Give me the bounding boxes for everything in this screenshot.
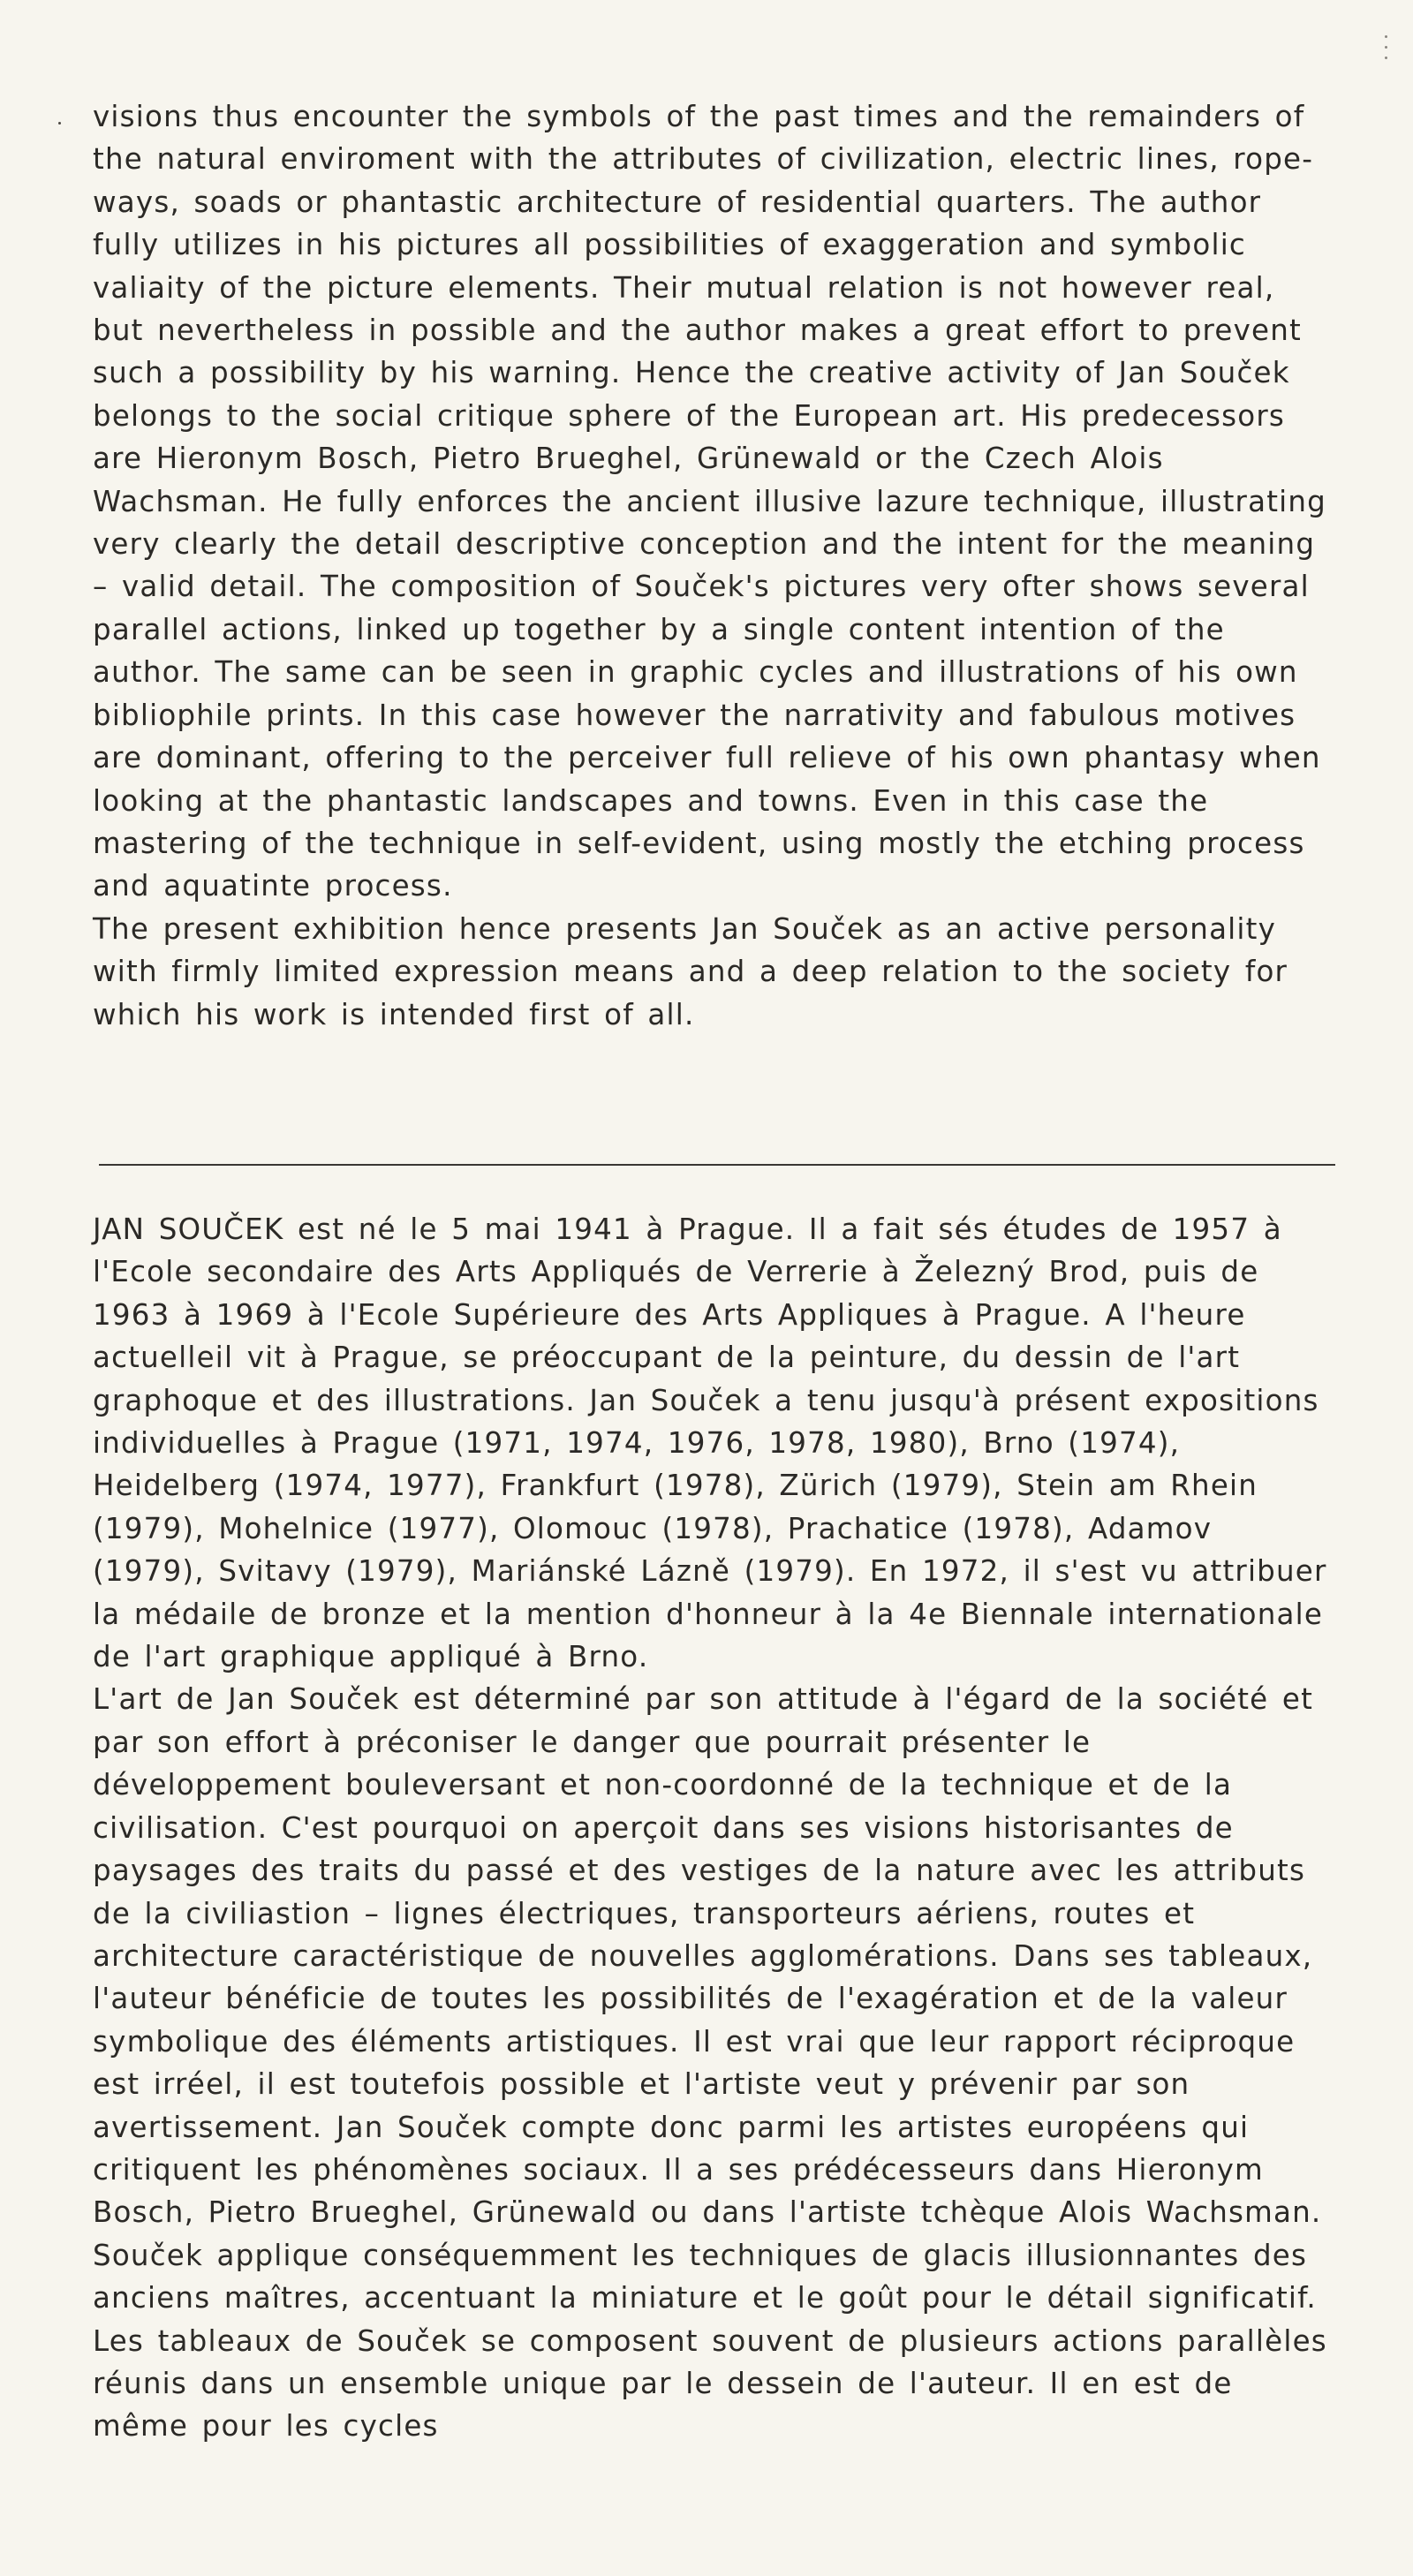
edge-dot [1385,57,1387,59]
edge-dot [1385,35,1387,38]
page-edge-marks [1385,35,1388,97]
french-text-section [93,1208,1333,2448]
english-paragraph-2: The present exhibition hence presents Jan Souček as an active personality with firmly limited expression means and a deep relation to the society for which his work is intended first of all. [93,911,1288,1031]
section-divider [99,1164,1335,1166]
english-paragraph-1: visions thus encounter the symbols of the past times and the remainders of the natural enviroment with the attributes of civilization, electric lines, rope-ways, soads or phantastic architecture of residential quarters. The author fully utilizes in his pictures all possibilities of exaggeration and symbolic valiaity of the picture elements. Their mutual relation is not however real, but nevertheless in possible and the author makes a great effort to prevent such a possibility by his warning. Hence the creative activity of Jan Souček belongs to the social critique sphere of the European art. His predecessors are Hieronym Bosch, Pietro Brueghel, Grünewald or the Czech Alois Wachsman. He fully enforces the ancient illusive lazure technique, illustrating very clearly the detail descriptive conception and the intent for the meaning – valid detail. The composition of Souček's pictures very ofter shows several parallel actions, linked up together by a single content intention of the author. The same can be seen in graphic cycles and illustrations of his own bibliophile prints. In this case however the narrativity and fabulous motives are dominant, offering to the perceiver full relieve of his own phantasy when looking at the phantastic landscapes and towns. Even in this case the mastering of the technique in self-evident, using mostly the etching process and aquatinte process. [93,100,1327,903]
edge-dot [1385,46,1387,49]
stray-mark [58,122,61,125]
english-text-section [93,95,1333,1036]
french-paragraph-2: L'art de Jan Souček est déterminé par son attitude à l'égard de la société et par son effort à préconiser le danger que pourrait présenter le développement bouleversant et non-coordonné de la technique et de la civilisation. C'est pourquoi on aperçoit dans ses visions historisantes de paysages des traits du passé et des vestiges de la nature avec les attributs de la civiliastion – lignes électriques, transporteurs aériens, routes et architecture caractéristique de nouvelles agglomérations. Dans ses tableaux, l'auteur bénéficie de toutes les possibilités de l'exagération et de la valeur symbolique des éléments artistiques. Il est vrai que leur rapport réciproque est irréel, il est toutefois possible et l'artiste veut y prévenir par son avertissement. Jan Souček compte donc parmi les artistes européens qui critiquent les phénomènes sociaux. Il a ses prédécesseurs dans Hieronym Bosch, Pietro Brueghel, Grünewald ou dans l'artiste tchèque Alois Wachsman. Souček applique conséquemment les techniques de glacis illusionnantes des anciens maîtres, accentuant la miniature et le goût pour le détail significatif. Les tableaux de Souček se composent souvent de plusieurs actions parallèles réunis dans un ensemble unique par le dessein de l'auteur. Il en est de même pour les cycles [93,1682,1327,2444]
french-paragraph-1: JAN SOUČEK est né le 5 mai 1941 à Prague. Il a fait sés études de 1957 à l'Ecole secondaire des Arts Appliqués de Verrerie à Železný Brod, puis de 1963 à 1969 à l'Ecole Supérieure des Arts Appliques à Prague. A l'heure actuelleil vit à Prague, se préoccupant de la peinture, du dessin de l'art graphoque et des illustrations. Jan Souček a tenu jusqu'à présent expositions individuelles à Prague (1971, 1974, 1976, 1978, 1980), Brno (1974), Heidelberg (1974, 1977), Frankfurt (1978), Zürich (1979), Stein am Rhein (1979), Mohelnice (1977), Olomouc (1978), Prachatice (1978), Adamov (1979), Svitavy (1979), Mariánské Lázně (1979). En 1972, il s'est vu attribuer la médaile de bronze et la mention d'honneur à la 4e Biennale internationale de l'art graphique appliqué à Brno. [93,1212,1327,1674]
